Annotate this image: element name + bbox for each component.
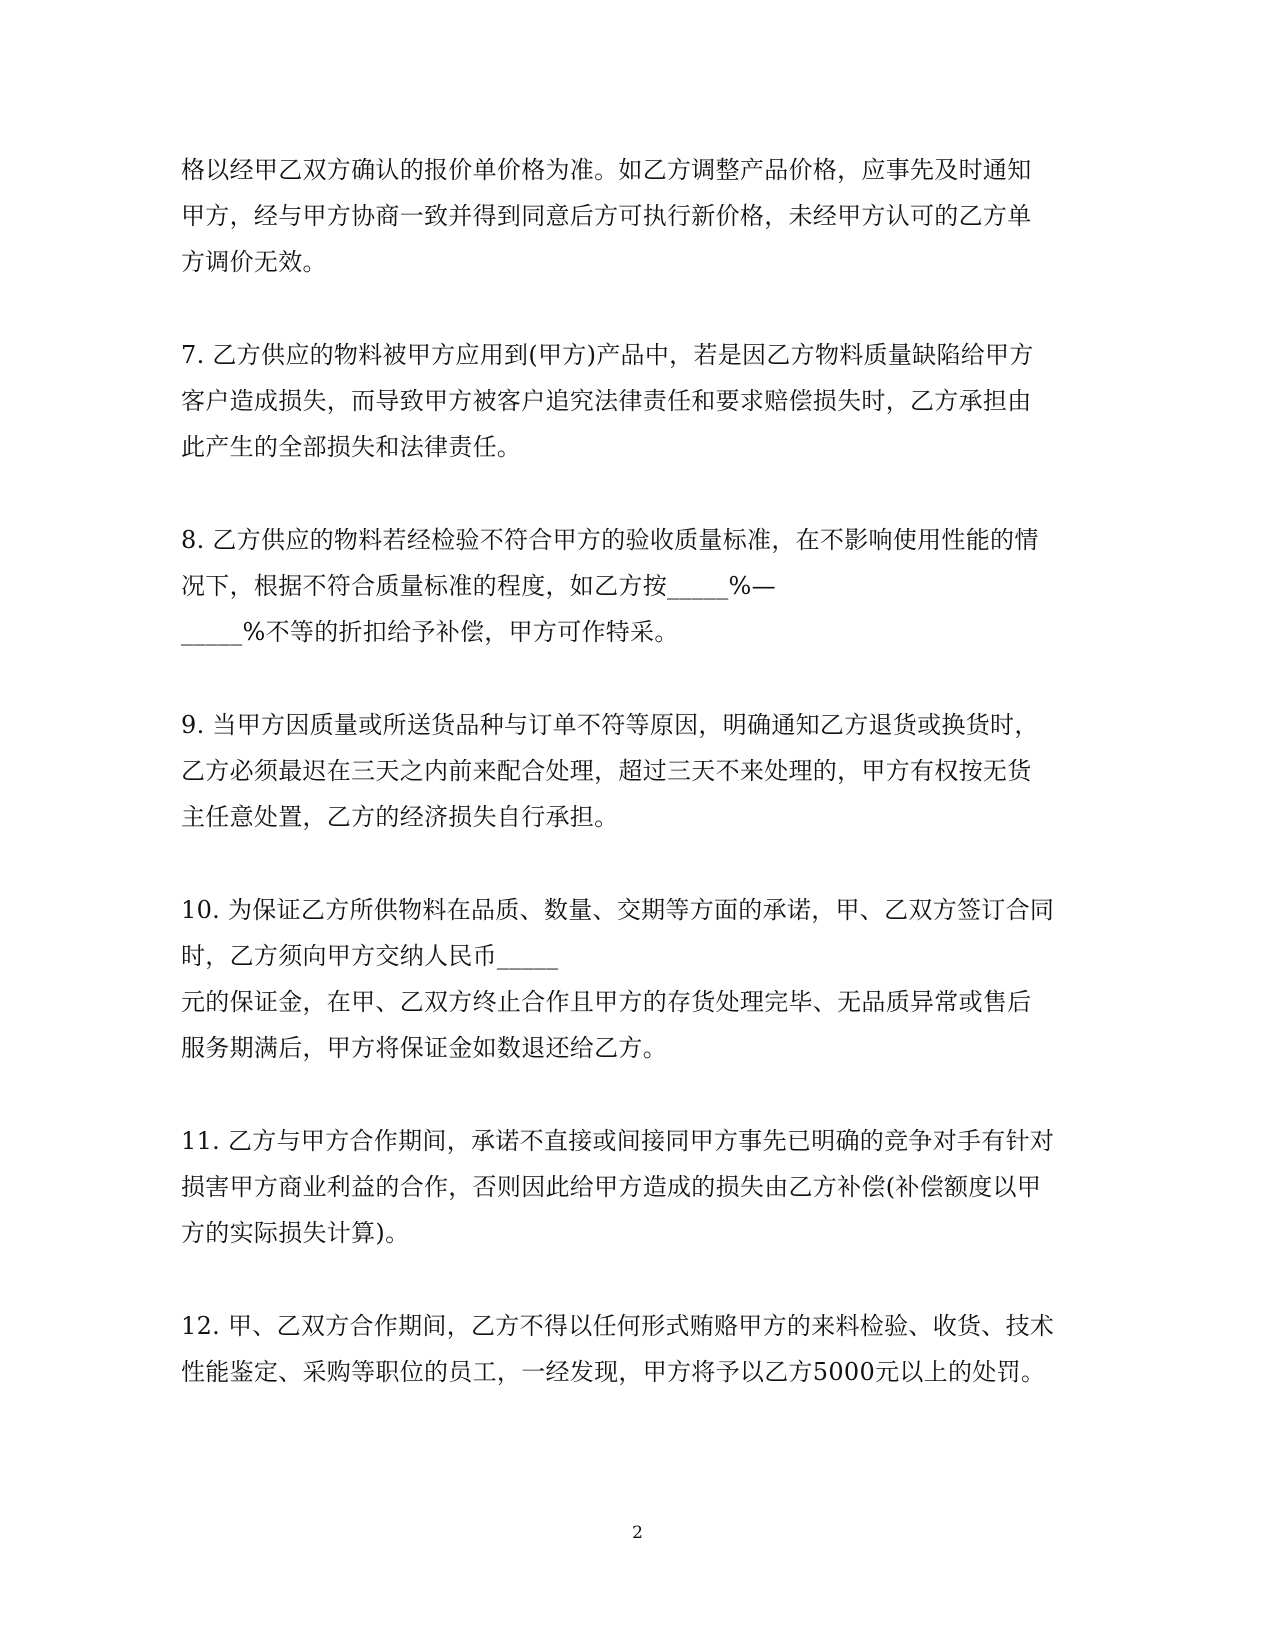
clause-7-line-2: 客户造成损失，而导致甲方被客户追究法律责任和要求赔偿损失时，乙方承担由 <box>181 387 1032 415</box>
clause-12-line-1: 12. 甲、乙双方合作期间，乙方不得以任何形式贿赂甲方的来料检验、收货、技术 <box>181 1312 1055 1340</box>
clause-9-line-2: 乙方必须最迟在三天之内前来配合处理，超过三天不来处理的，甲方有权按无货 <box>181 757 1032 785</box>
clause-11-line-3: 方的实际损失计算)。 <box>181 1219 410 1247</box>
clause-11-line-1: 11. 乙方与甲方合作期间，承诺不直接或间接同甲方事先已明确的竞争对手有针对 <box>181 1127 1055 1155</box>
clause-12-line-2: 性能鉴定、采购等职位的员工，一经发现，甲方将予以乙方5000元以上的处罚。 <box>181 1358 1046 1386</box>
clause-7-line-3: 此产生的全部损失和法律责任。 <box>181 433 522 461</box>
clause-8-line-2: 况下，根据不符合质量标准的程度，如乙方按_____%— <box>181 572 776 600</box>
clause-8-line-1: 8. 乙方供应的物料若经检验不符合甲方的验收质量标准，在不影响使用性能的情 <box>181 526 1039 554</box>
clause-10-line-3: 元的保证金，在甲、乙双方终止合作且甲方的存货处理完毕、无品质异常或售后 <box>181 988 1032 1016</box>
clause-7-line-1: 7. 乙方供应的物料被甲方应用到(甲方)产品中，若是因乙方物料质量缺陷给甲方 <box>181 341 1034 369</box>
paragraph-1-line-2: 甲方，经与甲方协商一致并得到同意后方可执行新价格，未经甲方认可的乙方单 <box>181 202 1032 230</box>
page-number: 2 <box>632 1523 643 1543</box>
paragraph-1-line-3: 方调价无效。 <box>181 248 327 276</box>
clause-9-line-3: 主任意处置，乙方的经济损失自行承担。 <box>181 803 619 831</box>
clause-10-line-1: 10. 为保证乙方所供物料在品质、数量、交期等方面的承诺，甲、乙双方签订合同 <box>181 896 1055 924</box>
paragraph-1-line-1: 格以经甲乙双方确认的报价单价格为准。如乙方调整产品价格，应事先及时通知 <box>181 156 1032 184</box>
clause-10-line-2: 时，乙方须向甲方交纳人民币_____ <box>181 942 559 970</box>
clause-9-line-1: 9. 当甲方因质量或所送货品种与订单不符等原因，明确通知乙方退货或换货时， <box>181 711 1039 739</box>
clause-10-line-4: 服务期满后，甲方将保证金如数退还给乙方。 <box>181 1034 667 1062</box>
clause-11-line-2: 损害甲方商业利益的合作，否则因此给甲方造成的损失由乙方补偿(补偿额度以甲 <box>181 1173 1042 1201</box>
clause-8-line-3: _____%不等的折扣给予补偿，甲方可作特采。 <box>181 618 679 646</box>
